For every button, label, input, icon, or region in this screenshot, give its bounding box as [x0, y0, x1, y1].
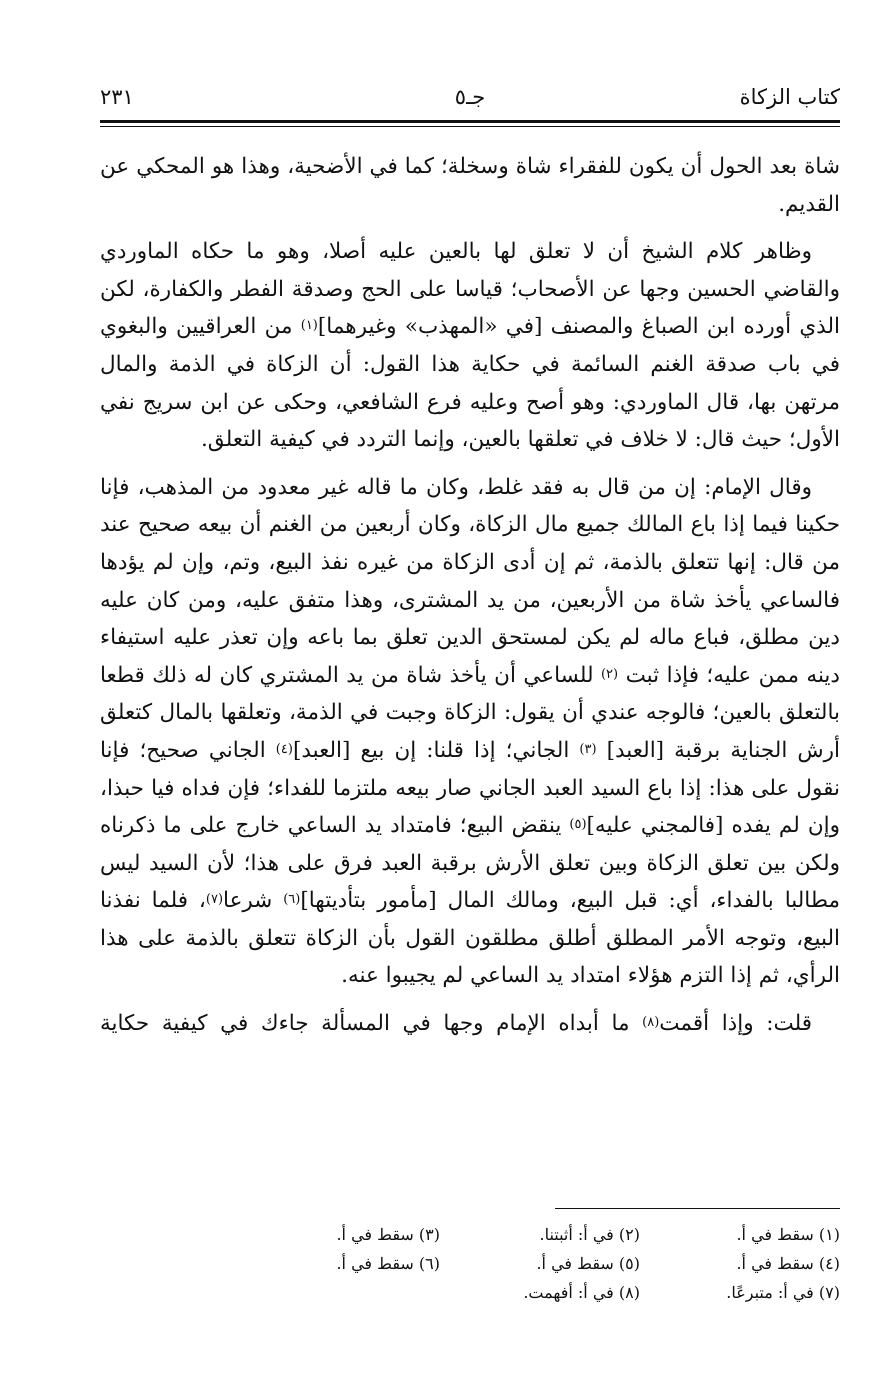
- footnote-marker: (٨): [642, 1015, 660, 1031]
- footnote: (٥) سقط في أ.: [536, 1254, 640, 1273]
- paragraph-2: وظاهر كلام الشيخ أن لا تعلق لها بالعين عليه أصلا، وهو ما حكاه الماوردي والقاضي الحسين وجها عن الأصحاب؛ قياسا على الحج وصدقة الفطر والكفارة، لكن الذي أورده ابن الصباغ والمصنف [في «المهذب» وغيرهما]$^{(١)}$ من العراقيين والبغوي في باب صدقة الغنم السائمة في حكاية هذا القول: أن الزكاة في الذمة والمال مرتهن بها، قال الماوردي: وهو أصح وعليه فرع الشافعي، وحكى عن ابن سريج نفي الأول؛ حيث قال: لا خلاف في تعلقها بالعين، وإنما التردد في كيفية التعلق.: [100, 239, 840, 453]
- paragraph-3: وقال الإمام: إن من قال به فقد غلط، وكان ما قاله غير معدود من المذهب، فإنا حكينا فيما إذا باع المالك جميع مال الزكاة، وكان أربعين من الغنم أن بيعه صحيح عند من قال: إنها تتعلق بالذمة، ثم إن أدى الزكاة من غيره نفذ البيع، وتم، وإن لم يؤدها فالساعي يأخذ شاة من الأربعين، من يد المشترى، وهذا متفق عليه، ومن كان عليه دين مطلق، فباع ماله لم يكن لمستحق الدين تعلق بما باعه وإن تعذر عليه استيفاء دينه ممن عليه؛ فإذا ثبت $^{(٢)}$ للساعي أن يأخذ شاة من يد المشتري كان له ذلك قطعا بالتعلق بالعين؛ فالوجه عندي أن يقول: الزكاة وجبت في الذمة، وتعلقها بالمال كتعلق أرش الجناية برقبة [العبد] $^{(٣)}$ الجاني؛ إذا قلنا: إن بيع [العبد]$^{(٤)}$ الجاني صحيح؛ فإنا نقول على هذا: إذا باع السيد العبد الجاني صار بيعه ملتزما للفداء؛ فإن فداه فيا حبذا، وإن لم يفده [فالمجني عليه]$^{(٥)}$ ينقض البيع؛ فامتداد يد الساعي خارج على ما ذكرناه ولكن بين تعلق الزكاة وبين تعلق الأرش برقبة العبد فرق على هذا؛ لأن السيد ليس مطالبا بالفداء، أي: قبل البيع، ومالك المال [مأمور بتأديتها]$^{(٦)}$ شرعا$^{(٧)}$، فلما نفذنا البيع، وتوجه الأمر المطلق أطلق مطلقون القول بأن الزكاة تتعلق بالذمة على هذا الرأي، ثم إذا التزم هؤلاء امتداد يد الساعي لم يجيبوا عنه.: [100, 474, 840, 989]
- volume-label: جـ٥: [454, 85, 486, 109]
- footnote-marker: (٦): [283, 892, 301, 908]
- footnote: (٧) في أ: متبرعًا.: [726, 1283, 840, 1302]
- footnote-marker: (٧): [205, 892, 224, 908]
- footnote: (٦) سقط في أ.: [336, 1254, 440, 1273]
- footnote-marker: (٤): [275, 741, 293, 757]
- footnotes: [100, 1220, 840, 1307]
- footnote-marker: (١): [300, 318, 318, 334]
- footnote-marker: (٥): [569, 817, 587, 833]
- footnote-row: [100, 1249, 840, 1278]
- footnote-marker: (٢): [600, 666, 619, 682]
- footnote-separator: [555, 1208, 840, 1209]
- footnote-marker: (٣): [579, 741, 597, 757]
- header-rule-thin: [100, 126, 840, 127]
- header-rule-thick: [100, 120, 840, 123]
- book-title: كتاب الزكاة: [739, 85, 840, 109]
- main-text: [100, 148, 840, 1053]
- footnote-row: [100, 1220, 840, 1249]
- footnote: (٨) في أ: أفهمت.: [523, 1283, 640, 1302]
- footnote: (٤) سقط في أ.: [736, 1254, 840, 1273]
- footnote: (٣) سقط في أ.: [336, 1225, 440, 1244]
- footnote-row: [100, 1278, 840, 1307]
- paragraph-4: قلت: وإذا أقمت$^{(٨)}$ ما أبداه الإمام وجها في المسألة جاءك في كيفية حكاية: [100, 1011, 812, 1037]
- running-header: [100, 82, 840, 122]
- footnote: (١) سقط في أ.: [736, 1225, 840, 1244]
- paragraph-1: شاة بعد الحول أن يكون للفقراء شاة وسخلة؛ كما في الأضحية، وهذا هو المحكي عن القديم.: [100, 154, 840, 217]
- page-number: ٢٣١: [100, 85, 134, 109]
- footnote: (٢) في أ: أثبتنا.: [539, 1225, 640, 1244]
